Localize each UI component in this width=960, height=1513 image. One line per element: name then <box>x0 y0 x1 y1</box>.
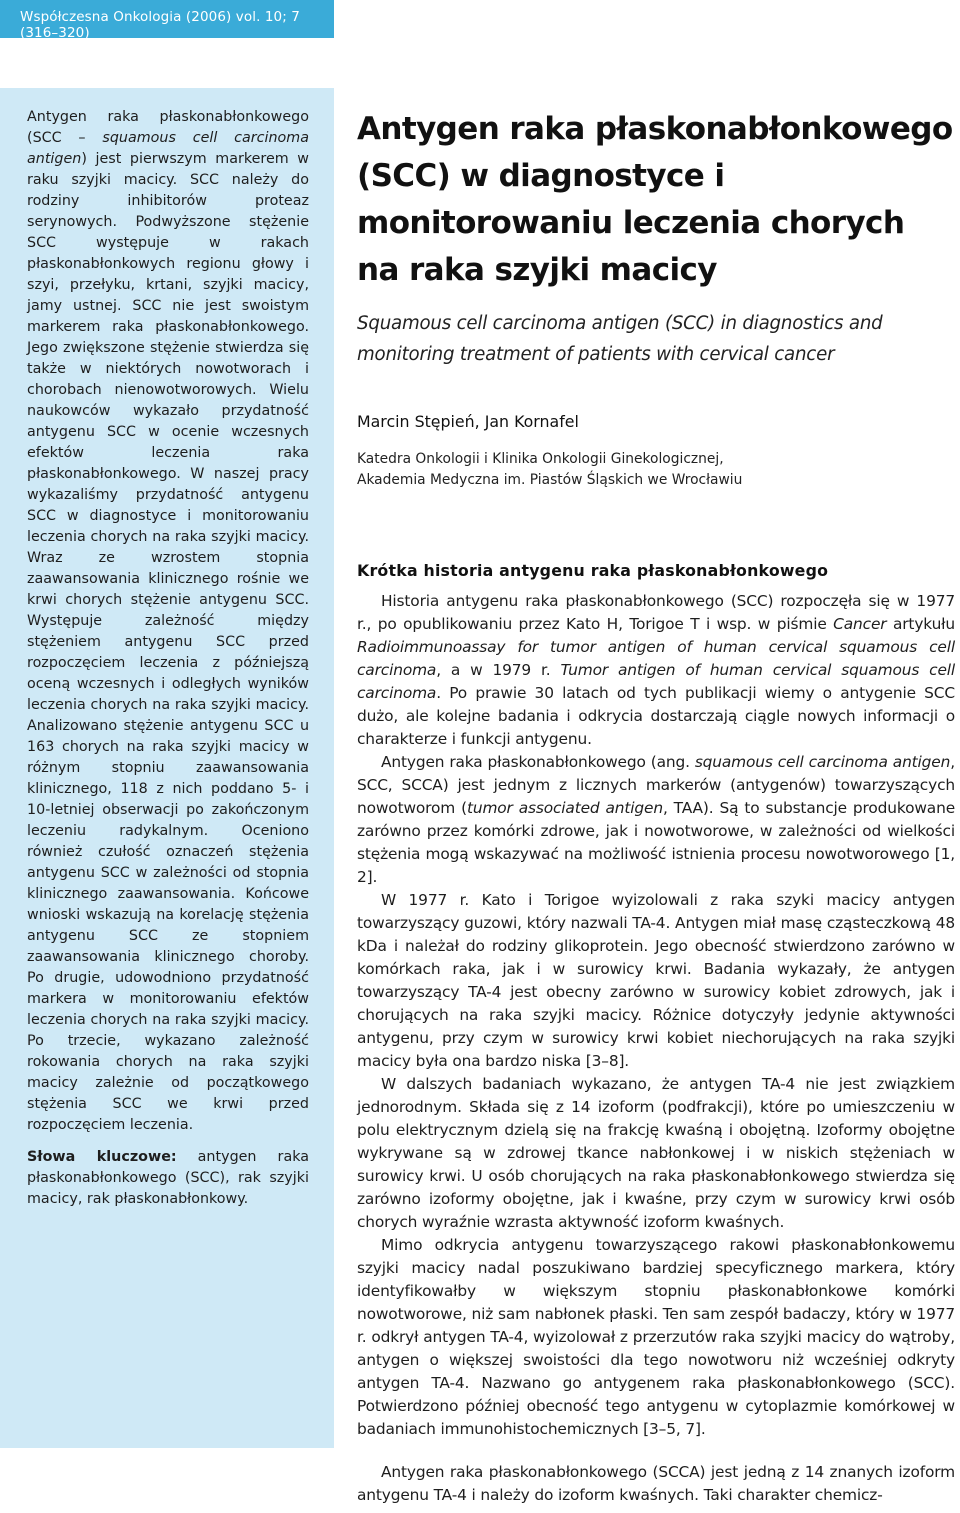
p2-term-1: squamous cell carcinoma antigen <box>694 753 951 771</box>
abstract-text-b: ) jest pierwszym markerem w raku szyjki macicy. SCC należy do rodziny inhibitorów proteaz serynowych. Podwyższone stężenie SCC występuje w rakach płaskonabłonkowych regionu głowy i szyi, przełyku, krtani, szyjki macicy, jamy ustnej. SCC nie jest swoistym markerem raka płaskonabłonkowego. Jego zwiększone stężenie stwierdza się także w niektórych nowotworach i chorobach nienowotworowych. Wielu naukowców wykazało przydatność antygenu SCC w ocenie wczesnych efektów leczenia raka płaskonabłonkowego. W naszej pracy wykazaliśmy przydatność antygenu SCC w diagnostyce i monitorowaniu leczenia chorych na raka szyjki macicy. Wraz ze wzrostem stopnia zaawansowania klinicznego rośnie we krwi chorych stężenie antygenu SCC. Występuje zależność między stężeniem antygenu SCC przed rozpoczęciem leczenia z późniejszą oceną wczesnych i odległych wyników leczenia chorych na raka szyjki macicy. Analizowano stężenie antygenu SCC u 163 chorych na raka szyjki macicy w różnym stopniu zaawansowania klinicznego, 118 z nich poddano 5- i 10-letniej obserwacji po zakończonym leczeniu radykalnym. Oceniono również czułość oznaczeń stężenia antygenu SCC w zależności od stopnia klinicznego zaawansowania. Końcowe wnioski wskazują na korelację stężenia antygenu SCC ze stopniem zaawansowania klinicznego choroby. Po drugie, udowodniono przydatność markera w monitorowaniu efektów leczenia chorych na raka szyjki macicy. Po trzecie, wykazano zależność rokowania chorych na raka szyjki macicy zależnie od początkowego stężenia SCC we krwi przed rozpoczęciem leczenia. <box>27 151 309 1133</box>
keywords <box>27 1147 309 1210</box>
authors: Marcin Stępień, Jan Kornafel <box>357 412 579 431</box>
abstract-text-a: Antygen raka płaskonabłonkowego (SCC – <box>27 109 309 146</box>
section-heading: Krótka historia antygenu raka płaskonabłonkowego <box>357 561 829 580</box>
keywords-label: Słowa kluczowe: <box>27 1149 177 1165</box>
p1-b: artykułu <box>886 615 955 633</box>
affiliation-line-2: Akademia Medyczna im. Piastów Śląskich we Wrocławiu <box>357 472 743 488</box>
keywords-list: antygen raka płaskonabłonkowego (SCC), rak szyjki macicy, rak płaskonabłonkowy. <box>27 1149 309 1207</box>
body-paragraph-6: Antygen raka płaskonabłonkowego (SCCA) jest jedną z 14 znanych izoform antygenu TA-4 i należy do izoform kwaśnych. Taki charakter chemicz- <box>357 1463 955 1504</box>
abstract-paragraph <box>27 107 309 1136</box>
p1-d: . Po prawie 30 latach od tych publikacji wiemy o antygenie SCC dużo, ale kolejne badania i odkrycia dostarczają ciągle nowych informacji o charakterze i funkcji antygenu. <box>357 684 955 748</box>
p2-b: , SCC, SCCA) jest jednym z licznych markerów (antygenów) towarzyszących nowotworom ( <box>357 753 955 817</box>
body-paragraph-2 <box>357 751 955 889</box>
body-paragraph-1 <box>357 590 955 751</box>
article-body <box>357 590 955 1507</box>
p1-article-title-2: Tumor antigen of human cervical squamous cell carcinoma <box>357 661 956 702</box>
p2-c: , TAA). Są to substancje produkowane zarówno przez komórki zdrowe, jak i nowotworowe, w zależności od wielkości stężenia mogą wskazywać na możliwość istnienia procesu nowotworowego [1, 2]. <box>357 799 956 886</box>
abstract-box <box>0 88 334 1448</box>
body-paragraph-3: W 1977 r. Kato i Torigoe wyizolowali z raka szyki macicy antygen towarzyszący guzowi, który nazwali TA-4. Antygen miał masę cząsteczkową 48 kDa i należał do rodziny glikoprotein. Jego obecność stwierdzono zarówno w komórkach raka, jak i w surowicy krwi. Badania wykazały, że antygen towarzyszący TA-4 jest obecny zarówno w surowicy kobiet zdrowych, jak i chorujących na raka szyjki macicy. Różnice dotyczyły jedynie aktywności antygenu, przy czym w surowicy krwi kobiet niechorujących na raka szyjki macicy była ona bardzo niska [3–8]. <box>357 891 955 1070</box>
affiliation-line-1: Katedra Onkologii i Klinika Onkologii Ginekologicznej, <box>357 451 724 467</box>
p1-c: , a w 1979 r. <box>436 661 561 679</box>
abstract-term: squamous cell carcinoma antigen <box>27 130 309 167</box>
article-subtitle: Squamous cell carcinoma antigen (SCC) in diagnostics and monitoring treatment of patients with cervical cancer <box>357 313 883 365</box>
affiliation <box>357 449 955 491</box>
p1-article-title-1: Radioimmunoassay for tumor antigen of human cervical squamous cell carcinoma <box>357 638 955 679</box>
p1-a: Historia antygenu raka płaskonabłonkowego (SCC) rozpoczęła się w 1977 r., po opublikowaniu przez Kato H, Torigoe T i wsp. w piśmie <box>357 592 955 633</box>
article-title: Antygen raka płaskonabłonkowego (SCC) w diagnostyce i monitorowaniu leczenia chorych na raka szyjki macicy <box>357 111 953 288</box>
p1-journal: Cancer <box>833 615 887 633</box>
body-paragraph-5: Mimo odkrycia antygenu towarzyszącego rakowi płaskonabłonkowemu szyjki macicy nadal poszukiwano bardziej specyficznego markera, który identyfikowałby w większym stopniu płaskonabłonkowe komórki nowotworowe, niż sam nabłonek płaski. Ten sam zespół badaczy, który w 1977 r. odkrył antygen TA-4, wyizolował z przerzutów raka szyjki macicy do wątroby, antygen o większej swoistości dla tego nowotworu niż wcześniej odkryty antygen TA-4. Nazwano go antygenem raka płaskonabłonkowego (SCC). Potwierdzono później obecność tego antygenu w cytoplazmie komórkowej w badaniach immunohistochemicznych [3–5, 7]. <box>357 1236 955 1438</box>
journal-banner <box>0 0 334 41</box>
body-paragraph-4: W dalszych badaniach wykazano, że antygen TA-4 nie jest związkiem jednorodnym. Składa się z 14 izoform (podfrakcji), które po umieszczeniu w polu elektrycznym dzielą się na frakcję kwaśną i obojętną. Izoformy obojętne wykrywane są w zdrowej tkance nabłonkowej i w niskich stężeniach w surowicy krwi. U osób chorujących na raka płaskonabłonkowego stwierdza się zarówno izoformy obojętne, jak i kwaśne, przy czym w surowicy krwi osób chorych wyraźnie wzrasta aktywność izoform kwaśnych. <box>357 1075 955 1231</box>
p2-a: Antygen raka płaskonabłonkowego (ang. <box>381 753 695 771</box>
article-column <box>357 106 955 1507</box>
abstract-text <box>27 107 309 1210</box>
journal-citation: Współczesna Onkologia (2006) vol. 10; 7 (316–320) <box>20 9 300 41</box>
p2-term-2: tumor associated antigen <box>466 799 663 817</box>
